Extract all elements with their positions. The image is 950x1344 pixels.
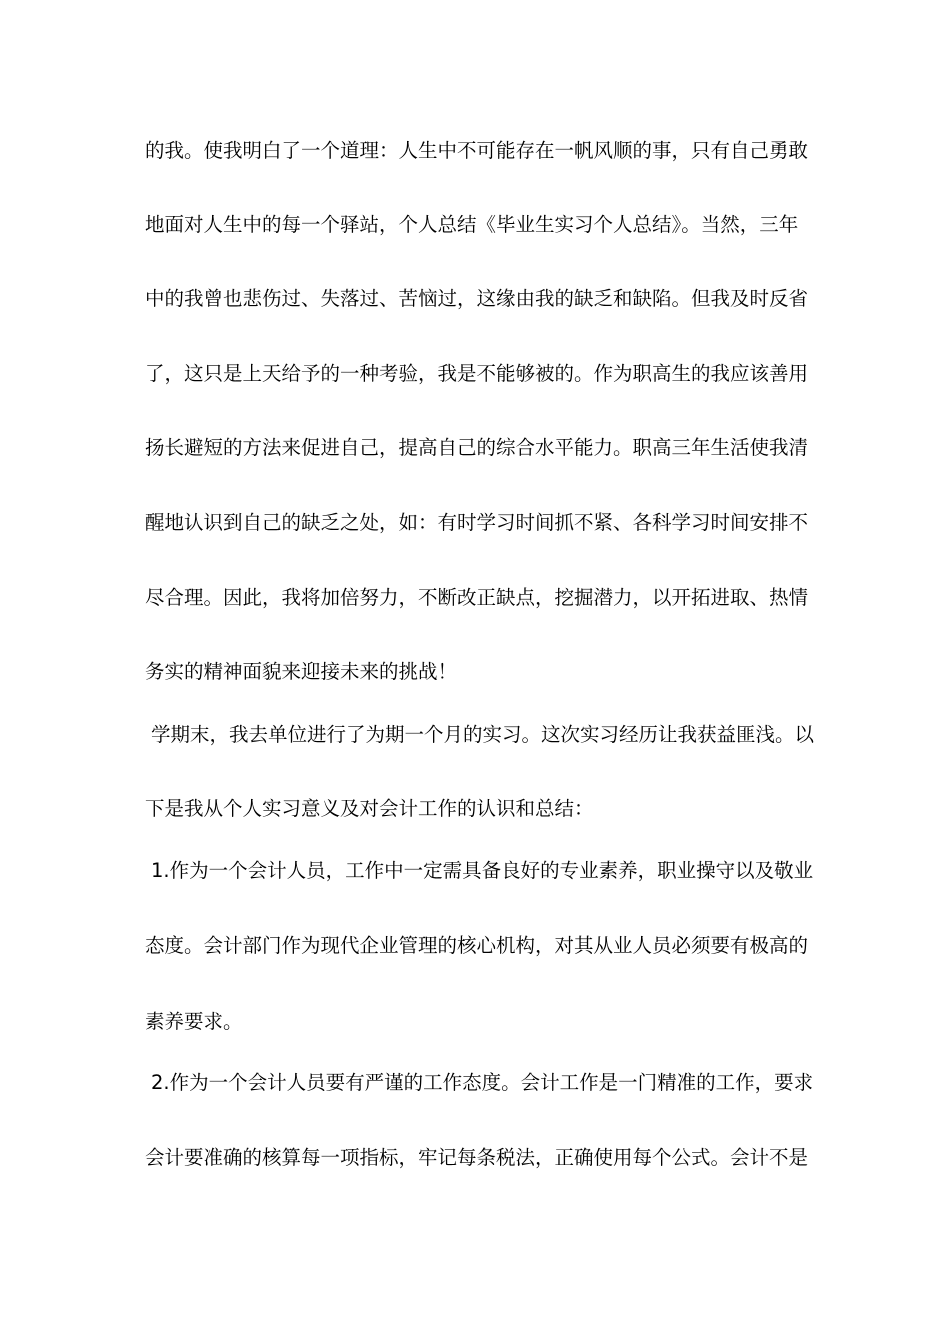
text-line: 地面对人生中的每一个驿站，个人总结《毕业生实习个人总结》。当然，三年 — [145, 213, 799, 236]
text-line: 务实的精神面貌来迎接未来的挑战！ — [145, 660, 458, 683]
text-line: 醒地认识到自己的缺乏之处，如：有时学习时间抓不紧、各科学习时间安排不 — [145, 511, 809, 534]
text-line: 了，这只是上天给予的一种考验，我是不能够被的。作为职高生的我应该善用 — [145, 362, 809, 385]
text-line: 素养要求。 — [145, 1010, 243, 1033]
text-line: 会计要准确的核算每一项指标，牢记每条税法，正确使用每个公式。会计不是 — [145, 1146, 809, 1169]
text-line: 下是我从个人实习意义及对会计工作的认识和总结： — [145, 797, 594, 820]
text-line: 态度。会计部门作为现代企业管理的核心机构，对其从业人员必须要有极高的 — [145, 934, 809, 957]
numbered-item-line: 1.作为一个会计人员，工作中一定需具备良好的专业素养，职业操守以及敬业 — [151, 859, 814, 882]
numbered-item-line: 2.作为一个会计人员要有严谨的工作态度。会计工作是一门精准的工作，要求 — [151, 1071, 814, 1094]
text-line: 尽合理。因此，我将加倍努力，不断改正缺点，挖掘潜力，以开拓进取、热情 — [145, 586, 809, 609]
text-line: 的我。使我明白了一个道理：人生中不可能存在一帆风顺的事，只有自己勇敢 — [145, 139, 809, 162]
text-line: 中的我曾也悲伤过、失落过、苦恼过，这缘由我的缺乏和缺陷。但我及时反省 — [145, 287, 809, 310]
paragraph-start-line: 学期末，我去单位进行了为期一个月的实习。这次实习经历让我获益匪浅。以 — [151, 723, 815, 746]
text-line: 扬长避短的方法来促进自己，提高自己的综合水平能力。职高三年生活使我清 — [145, 436, 809, 459]
